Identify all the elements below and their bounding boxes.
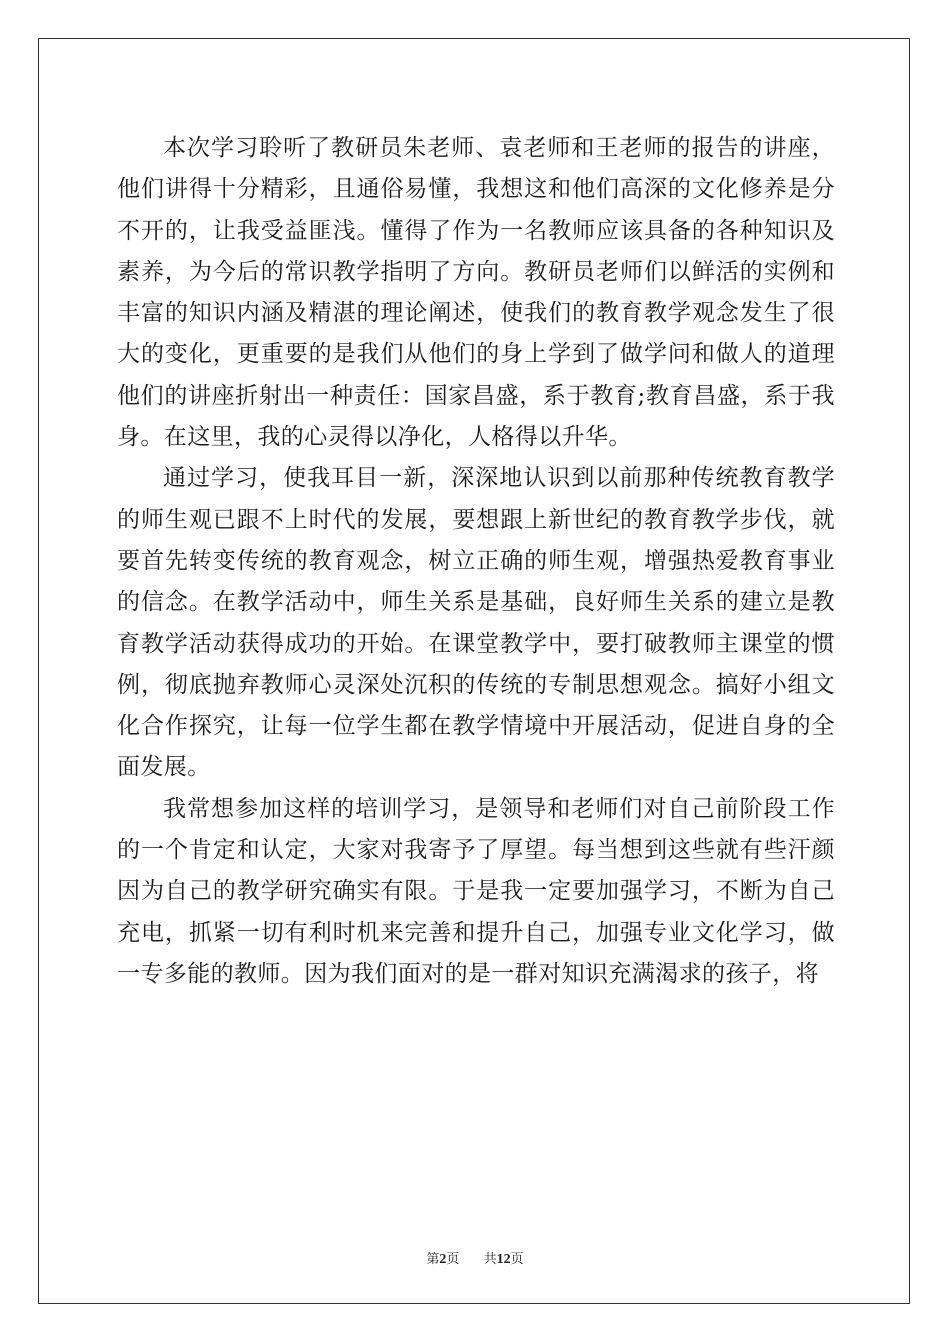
page-suffix: 页 [446,1252,460,1267]
page-footer [0,1248,950,1268]
paragraph-3: 我常想参加这样的培训学习，是领导和老师们对自己前阶段工作的一个肯定和认定，大家对我寄予了厚望。每当想到这些就有些汗颜因为自己的教学研究确实有限。于是我一定要加强学习，不断为自己充电，抓紧一切有利时机来完善和提升自己，加强专业文化学习，做一专多能的教师。因为我们面对的是一群对知识充满渴求的孩子，将 [117,795,835,987]
total-suffix: 页 [510,1252,524,1267]
paragraph-2: 通过学习，使我耳目一新，深深地认识到以前那种传统教育教学的师生观已跟不上时代的发展，要想跟上新世纪的教育教学步伐，就要首先转变传统的教育观念，树立正确的师生观，增强热爱教育事业的信念。在教学活动中，师生关系是基础，良好师生关系的建立是教育教学活动获得成功的开始。在课堂教学中，要打破教师主课堂的惯例，彻底抛弃教师心灵深处沉积的传统的专制思想观念。搞好小组文化合作探究，让每一位学生都在教学情境中开展活动，促进自身的全面发展。 [117,465,835,781]
page-prefix: 第 [426,1252,440,1267]
page-total: 12 [496,1252,511,1267]
document-body [117,128,835,995]
page-current: 2 [439,1252,447,1267]
paragraph-1: 本次学习聆听了教研员朱老师、袁老师和王老师的报告的讲座，他们讲得十分精彩，且通俗易懂，我想这和他们高深的文化修养是分不开的，让我受益匪浅。懂得了作为一名教师应该具备的各种知识及素养，为今后的常识教学指明了方向。教研员老师们以鲜活的实例和丰富的知识内涵及精湛的理论阐述，使我们的教育教学观念发生了很大的变化，更重要的是我们从他们的身上学到了做学问和做人的道理他们的讲座折射出一种责任：国家昌盛，系于教育;教育昌盛，系于我身。在这里，我的心灵得以净化，人格得以升华。 [117,135,835,451]
total-prefix: 共 [483,1252,497,1267]
